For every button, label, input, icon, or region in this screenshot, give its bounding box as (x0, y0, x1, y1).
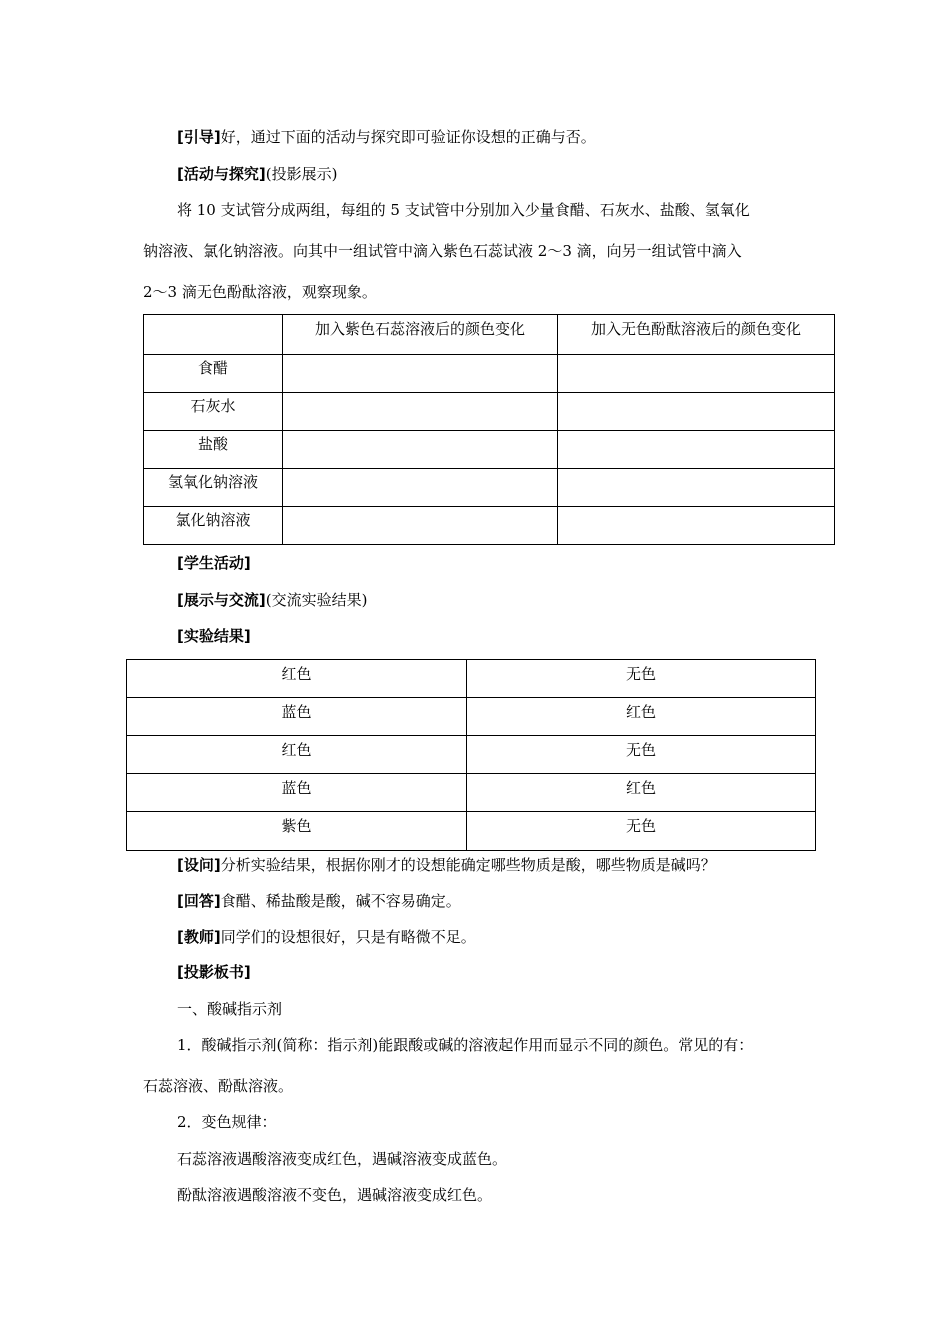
substance-cell: 石灰水 (144, 393, 283, 431)
phenolphthalein-result-cell: 无色 (467, 736, 816, 774)
table-row (144, 469, 835, 507)
experiment-result-table (126, 659, 816, 851)
litmus-result-cell: 红色 (127, 660, 467, 698)
table-header-cell: 加入无色酚酞溶液后的颜色变化 (558, 315, 835, 355)
teacher-text: 同学们的设想很好，只是有略微不足。 (220, 928, 476, 946)
table-row (144, 507, 835, 545)
litmus-result-cell: 蓝色 (127, 698, 467, 736)
table-header-cell: 加入紫色石蕊溶液后的颜色变化 (283, 315, 558, 355)
litmus-result-cell: 红色 (127, 736, 467, 774)
empty-cell (283, 469, 558, 507)
question-line (177, 855, 716, 875)
exchange-tag: [展示与交流] (177, 591, 266, 609)
intro-tag: [引导] (177, 128, 221, 146)
phenolphthalein-result-cell: 无色 (467, 660, 816, 698)
result-tag: [实验结果] (177, 627, 251, 645)
table-row (127, 812, 816, 851)
answer-text: 食醋、稀盐酸是酸，碱不容易确定。 (220, 892, 461, 910)
activity-tag: [活动与探究] (177, 165, 266, 183)
paragraph-line-2: 钠溶液、氯化钠溶液。向其中一组试管中滴入紫色石蕊试液 2～3 滴，向另一组试管中滴入 (143, 242, 742, 260)
phenolphthalein-result-cell: 红色 (467, 774, 816, 812)
substance-cell: 食醋 (144, 355, 283, 393)
teacher-line (177, 927, 476, 947)
litmus-result-cell: 蓝色 (127, 774, 467, 812)
substance-cell: 氯化钠溶液 (144, 507, 283, 545)
point1-line-2: 石蕊溶液、酚酞溶液。 (143, 1077, 294, 1095)
table-row (144, 393, 835, 431)
empty-cell (558, 393, 835, 431)
empty-cell (283, 355, 558, 393)
board-line (177, 962, 251, 982)
point1-line-1: 1．酸碱指示剂(简称：指示剂)能跟酸或碱的溶液起作用而显示不同的颜色。常见的有： (177, 1036, 754, 1054)
student-activity-line (177, 553, 251, 573)
intro-line (177, 127, 596, 147)
question-text: 分析实验结果，根据你刚才的设想能确定哪些物质是酸，哪些物质是碱吗？ (220, 856, 716, 874)
activity-text: (投影展示) (265, 165, 338, 183)
table-header-row (144, 315, 835, 355)
exchange-text: (交流实验结果) (265, 591, 368, 609)
student-activity-tag: [学生活动] (177, 554, 251, 572)
table-header-cell (144, 315, 283, 355)
table-row (127, 698, 816, 736)
teacher-tag: [教师] (177, 928, 221, 946)
table-row (144, 431, 835, 469)
activity-line (177, 164, 337, 184)
table-row (127, 736, 816, 774)
indicator-observation-table (143, 314, 835, 545)
phenolphthalein-result-cell: 无色 (467, 812, 816, 851)
empty-cell (558, 355, 835, 393)
point2-heading: 2．变色规律： (177, 1113, 277, 1131)
empty-cell (558, 431, 835, 469)
empty-cell (283, 431, 558, 469)
section-heading: 一、酸碱指示剂 (177, 1000, 283, 1018)
empty-cell (558, 469, 835, 507)
litmus-result-cell: 紫色 (127, 812, 467, 851)
exchange-line (177, 590, 367, 610)
empty-cell (283, 507, 558, 545)
question-tag: [设问] (177, 856, 221, 874)
table-row (127, 660, 816, 698)
empty-cell (558, 507, 835, 545)
answer-tag: [回答] (177, 892, 221, 910)
substance-cell: 盐酸 (144, 431, 283, 469)
intro-text: 好，通过下面的活动与探究即可验证你设想的正确与否。 (220, 128, 596, 146)
rule-litmus: 石蕊溶液遇酸溶液变成红色，遇碱溶液变成蓝色。 (177, 1150, 508, 1168)
phenolphthalein-result-cell: 红色 (467, 698, 816, 736)
table-row (127, 774, 816, 812)
board-tag: [投影板书] (177, 963, 251, 981)
substance-cell: 氢氧化钠溶液 (144, 469, 283, 507)
result-line (177, 626, 251, 646)
paragraph-line-3: 2～3 滴无色酚酞溶液，观察现象。 (143, 283, 377, 301)
rule-phenolphthalein: 酚酞溶液遇酸溶液不变色，遇碱溶液变成红色。 (177, 1186, 493, 1204)
paragraph-line-1: 将 10 支试管分成两组，每组的 5 支试管中分别加入少量食醋、石灰水、盐酸、氢氧化 (177, 201, 750, 219)
empty-cell (283, 393, 558, 431)
answer-line (177, 891, 461, 911)
table-row (144, 355, 835, 393)
